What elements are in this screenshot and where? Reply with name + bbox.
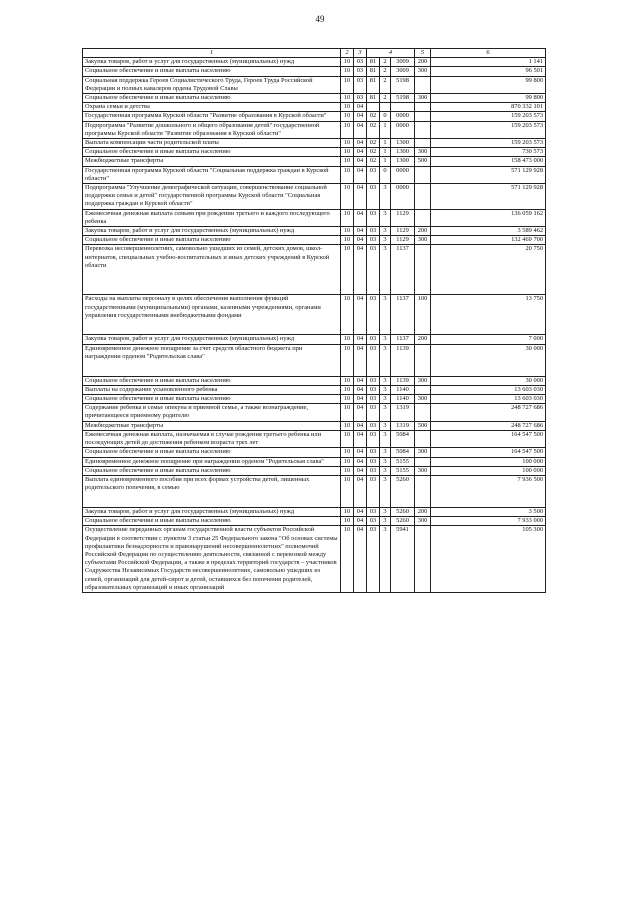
code-cell-2: 04 [354,430,367,447]
row-name-cell: Закупка товаров, работ и услуг для государственных (муниципальных) нужд [83,58,341,67]
code-cell-4: 3 [380,385,391,394]
amount-cell: 30 000 [431,344,546,376]
code-cell-1: 10 [341,94,354,103]
code-cell-5: 0000 [391,184,415,210]
code-cell-1: 10 [341,457,354,466]
row-name-cell: Закупка товаров, работ и услуг для государственных (муниципальных) нужд [83,227,341,236]
header-col-1: 1 [83,49,341,58]
row-name-cell: Социальное обеспечение и иные выплаты населению [83,236,341,245]
code-cell-2: 04 [354,139,367,148]
row-name-cell: Государственная программа Курской области "Развитие образования в Курской области" [83,112,341,121]
code-cell-4: 3 [380,376,391,385]
table-row [83,58,546,67]
code-cell-5: 0000 [391,112,415,121]
table-row [83,184,546,210]
code-cell-2: 04 [354,385,367,394]
code-cell-1: 10 [341,517,354,526]
code-cell-1: 10 [341,166,354,183]
code-cell-3: 03 [367,385,380,394]
code-cell-4: 0 [380,166,391,183]
code-cell-3: 03 [367,526,380,593]
code-cell-3: 03 [367,466,380,475]
amount-cell: 730 573 [431,148,546,157]
code-cell-4: 3 [380,430,391,447]
amount-cell: 571 129 928 [431,166,546,183]
code-cell-1: 10 [341,184,354,210]
expense-type-cell: 300 [415,94,431,103]
expense-type-cell [415,344,431,376]
expense-type-cell [415,103,431,112]
amount-cell: 3 500 [431,507,546,516]
code-cell-4: 3 [380,227,391,236]
code-cell-3: 03 [367,475,380,507]
amount-cell: 105 300 [431,526,546,593]
code-cell-2: 04 [354,448,367,457]
code-cell-5: 1300 [391,157,415,166]
code-cell-3: 81 [367,67,380,76]
row-name-cell: Выплаты на содержание усыновленного ребенка [83,385,341,394]
code-cell-5: 3009 [391,58,415,67]
amount-cell: 96 501 [431,67,546,76]
code-cell-5: 5260 [391,475,415,507]
amount-cell: 159 203 573 [431,121,546,138]
code-cell-1: 10 [341,466,354,475]
expense-type-cell [415,166,431,183]
code-cell-2: 04 [354,121,367,138]
code-cell-1: 10 [341,227,354,236]
code-cell-5: 5941 [391,526,415,593]
expense-type-cell: 500 [415,157,431,166]
expense-type-cell: 300 [415,448,431,457]
table-row [83,395,546,404]
amount-cell: 13 603 030 [431,385,546,394]
code-cell-3: 03 [367,457,380,466]
code-cell-4: 3 [380,295,391,335]
code-cell-4: 3 [380,507,391,516]
code-cell-3: 03 [367,376,380,385]
table-row [83,94,546,103]
code-cell-4: 3 [380,236,391,245]
code-cell-5: 1319 [391,421,415,430]
code-cell-2: 03 [354,76,367,93]
amount-cell: 164 547 500 [431,430,546,447]
table-row [83,385,546,394]
code-cell-4: 3 [380,475,391,507]
expense-type-cell: 500 [415,421,431,430]
header-col-4: 4 [367,49,415,58]
header-col-5: 5 [415,49,431,58]
header-col-2: 2 [341,49,354,58]
expense-type-cell: 300 [415,376,431,385]
amount-cell: 870 332 101 [431,103,546,112]
table-row [83,448,546,457]
code-cell-2: 04 [354,184,367,210]
expense-type-cell [415,475,431,507]
code-cell-4: 2 [380,94,391,103]
expense-type-cell [415,184,431,210]
code-cell-2: 04 [354,395,367,404]
amount-cell: 158 473 000 [431,157,546,166]
code-cell-4: 3 [380,517,391,526]
code-cell-5: 5260 [391,517,415,526]
code-cell-1: 10 [341,295,354,335]
amount-cell: 7 933 000 [431,517,546,526]
table-row [83,335,546,344]
row-name-cell: Закупка товаров, работ и услуг для государственных (муниципальных) нужд [83,335,341,344]
code-cell-2: 04 [354,335,367,344]
table-row [83,295,546,335]
code-cell-4: 3 [380,466,391,475]
code-cell-1: 10 [341,121,354,138]
row-name-cell: Социальное обеспечение и иные выплаты населению [83,517,341,526]
row-name-cell: Социальное обеспечение и иные выплаты населению [83,466,341,475]
code-cell-5: 1139 [391,344,415,376]
code-cell-3: 03 [367,184,380,210]
row-name-cell: Закупка товаров, работ и услуг для государственных (муниципальных) нужд [83,507,341,516]
code-cell-4: 1 [380,148,391,157]
code-cell-2: 04 [354,376,367,385]
row-name-cell: Ежемесячная денежная выплата семьям при рождении третьего и каждого последующего ребенка [83,209,341,226]
code-cell-2: 04 [354,103,367,112]
expense-type-cell: 300 [415,148,431,157]
amount-cell: 30 000 [431,376,546,385]
code-cell-2: 04 [354,227,367,236]
code-cell-1: 10 [341,209,354,226]
code-cell-2: 03 [354,67,367,76]
code-cell-4: 3 [380,404,391,421]
code-cell-4: 2 [380,58,391,67]
row-name-cell: Межбюджетные трансферты [83,157,341,166]
code-cell-5: 1129 [391,227,415,236]
row-name-cell: Ежемесячная денежная выплата, назначаемая в случае рождения третьего ребенка или последующих детей до достижения ребенком возраста трех лет [83,430,341,447]
code-cell-5: 1300 [391,148,415,157]
amount-cell: 13 603 030 [431,395,546,404]
expense-type-cell [415,139,431,148]
code-cell-1: 10 [341,395,354,404]
expense-type-cell: 200 [415,507,431,516]
code-cell-1: 10 [341,335,354,344]
amount-cell: 7 000 [431,335,546,344]
code-cell-3: 03 [367,430,380,447]
code-cell-4: 1 [380,139,391,148]
header-col-3: 3 [354,49,367,58]
expense-type-cell: 200 [415,335,431,344]
code-cell-5: 1137 [391,335,415,344]
code-cell-5: 1140 [391,385,415,394]
table-row [83,466,546,475]
table-row [83,245,546,295]
amount-cell: 100 000 [431,457,546,466]
code-cell-1: 10 [341,67,354,76]
code-cell-4: 1 [380,121,391,138]
amount-cell: 99 800 [431,76,546,93]
table-row [83,227,546,236]
code-cell-1: 10 [341,385,354,394]
table-row [83,112,546,121]
row-name-cell: Государственная программа Курской области "Социальная поддержка граждан в Курской области" [83,166,341,183]
code-cell-3: 81 [367,94,380,103]
code-cell-5: 5260 [391,507,415,516]
code-cell-4: 2 [380,76,391,93]
amount-cell: 1 141 [431,58,546,67]
code-cell-3: 03 [367,245,380,295]
budget-table [82,48,546,593]
code-cell-3: 02 [367,139,380,148]
code-cell-1: 10 [341,430,354,447]
code-cell-1: 10 [341,404,354,421]
code-cell-3: 03 [367,209,380,226]
code-cell-3: 02 [367,112,380,121]
code-cell-4: 3 [380,209,391,226]
amount-cell: 7 936 500 [431,475,546,507]
code-cell-3: 81 [367,76,380,93]
code-cell-3: 02 [367,121,380,138]
amount-cell: 13 750 [431,295,546,335]
row-name-cell: Социальное обеспечение и иные выплаты населению [83,94,341,103]
expense-type-cell: 300 [415,236,431,245]
code-cell-2: 04 [354,209,367,226]
code-cell-2: 04 [354,148,367,157]
row-name-cell: Выплата единовременного пособия при всех формах устройства детей, лишенных родительского попечения, в семью [83,475,341,507]
code-cell-5: 1137 [391,245,415,295]
table-row [83,148,546,157]
header-col-6: 6 [431,49,546,58]
code-cell-4: 3 [380,448,391,457]
expense-type-cell: 300 [415,517,431,526]
code-cell-5: 1129 [391,209,415,226]
code-cell-3: 03 [367,507,380,516]
amount-cell: 159 203 573 [431,112,546,121]
expense-type-cell: 200 [415,58,431,67]
table-row [83,507,546,516]
expense-type-cell [415,121,431,138]
code-cell-4: 3 [380,457,391,466]
code-cell-3: 03 [367,344,380,376]
table-row [83,103,546,112]
code-cell-4: 3 [380,526,391,593]
code-cell-1: 10 [341,245,354,295]
expense-type-cell [415,112,431,121]
code-cell-3: 03 [367,335,380,344]
code-cell-4: 2 [380,67,391,76]
page-number: 49 [315,14,325,24]
expense-type-cell [415,245,431,295]
code-cell-2: 04 [354,166,367,183]
code-cell-2: 04 [354,157,367,166]
amount-cell: 248 727 686 [431,421,546,430]
code-cell-1: 10 [341,421,354,430]
row-name-cell: Перевозка несовершеннолетних, самовольно ушедших из семей, детских домов, школ-интернатов, специальных учебно-воспитательных и иных детских учреждений в Курской области [83,245,341,295]
code-cell-2: 04 [354,466,367,475]
code-cell-1: 10 [341,76,354,93]
expense-type-cell: 300 [415,395,431,404]
table-row [83,475,546,507]
code-cell-2: 04 [354,404,367,421]
code-cell-2: 04 [354,507,367,516]
amount-cell: 100 000 [431,466,546,475]
code-cell-3: 03 [367,236,380,245]
code-cell-1: 10 [341,376,354,385]
amount-cell: 99 800 [431,94,546,103]
code-cell-5: 5198 [391,94,415,103]
table-row [83,76,546,93]
expense-type-cell [415,457,431,466]
code-cell-5: 3009 [391,67,415,76]
code-cell-1: 10 [341,475,354,507]
code-cell-5: 0000 [391,166,415,183]
code-cell-3: 03 [367,448,380,457]
amount-cell: 132 469 700 [431,236,546,245]
code-cell-4: 3 [380,395,391,404]
expense-type-cell [415,209,431,226]
table-row [83,457,546,466]
amount-cell: 136 059 162 [431,209,546,226]
code-cell-1: 10 [341,139,354,148]
row-name-cell: Осуществление переданных органам государственной власти субъектов Российской Федерации в соответствии с пунктом 3 статьи 25 Федерального закона "Об основах системы профилактики безнадзорности и правонарушений несовершеннолетних" полномочий Российской Федерации по осуществлению деятельности, связанной с перевозкой между субъектами Российской Федерации, а также в пределах территорий государств – участников Содружества Независимых Государств несовершеннолетних, самовольно ушедших из семей, организаций для детей-сирот и детей, оставшихся без попечения родителей, образовательных организаций и иных организаций [83,526,341,593]
code-cell-5: 1140 [391,395,415,404]
code-cell-5: 5155 [391,466,415,475]
table-row [83,517,546,526]
code-cell-4 [380,103,391,112]
code-cell-4: 1 [380,157,391,166]
code-cell-2: 04 [354,475,367,507]
code-cell-2: 04 [354,236,367,245]
code-cell-5: 5155 [391,457,415,466]
table-row [83,404,546,421]
code-cell-2: 03 [354,58,367,67]
amount-cell: 164 547 500 [431,448,546,457]
code-cell-5: 1129 [391,236,415,245]
row-name-cell: Содержание ребенка в семье опекуна и приемной семье, а также вознаграждение, причитающееся приемному родителю [83,404,341,421]
code-cell-3: 03 [367,517,380,526]
code-cell-1: 10 [341,103,354,112]
code-cell-3: 03 [367,166,380,183]
expense-type-cell [415,385,431,394]
code-cell-5: 1137 [391,295,415,335]
code-cell-3: 03 [367,421,380,430]
code-cell-5: 5084 [391,448,415,457]
row-name-cell: Расходы на выплаты персоналу в целях обеспечения выполнения функций государственными (муниципальными) органами, казенными учреждениями, органами управления государственными внебюджетными фондами [83,295,341,335]
table-row [83,139,546,148]
code-cell-2: 04 [354,245,367,295]
row-name-cell: Социальное обеспечение и иные выплаты населению [83,448,341,457]
code-cell-1: 10 [341,148,354,157]
code-cell-1: 10 [341,344,354,376]
expense-type-cell: 100 [415,295,431,335]
code-cell-3: 03 [367,227,380,236]
code-cell-3: 02 [367,148,380,157]
code-cell-4: 3 [380,344,391,376]
code-cell-5: 1319 [391,404,415,421]
expense-type-cell [415,526,431,593]
table-row [83,166,546,183]
amount-cell: 248 727 686 [431,404,546,421]
table-row [83,430,546,447]
code-cell-4: 3 [380,245,391,295]
code-cell-2: 03 [354,94,367,103]
code-cell-5: 5084 [391,430,415,447]
code-cell-3: 02 [367,157,380,166]
code-cell-2: 04 [354,457,367,466]
code-cell-1: 10 [341,58,354,67]
row-name-cell: Социальное обеспечение и иные выплаты населению [83,148,341,157]
code-cell-2: 04 [354,295,367,335]
code-cell-5: 1139 [391,376,415,385]
table-row [83,121,546,138]
row-name-cell: Единовременное денежное поощрение при награждении орденом "Родительская слава" [83,457,341,466]
table-row [83,526,546,593]
row-name-cell: Единовременное денежное поощрение за счет средств областного бюджета при награждении орденом "Родительская слава" [83,344,341,376]
table-row [83,344,546,376]
amount-cell: 571 129 928 [431,184,546,210]
code-cell-4: 3 [380,421,391,430]
code-cell-5: 5198 [391,76,415,93]
row-name-cell: Выплата компенсации части родительской платы [83,139,341,148]
table-row [83,67,546,76]
amount-cell: 159 203 573 [431,139,546,148]
code-cell-1: 10 [341,112,354,121]
row-name-cell: Социальная поддержка Героев Социалистического Труда, Героев Труда Российской Федерации и полных кавалеров ордена Трудовой Славы [83,76,341,93]
expense-type-cell: 200 [415,227,431,236]
code-cell-3: 81 [367,58,380,67]
row-name-cell: Подпрограмма "Улучшение демографической ситуации, совершенствование социальной поддержки семьи и детей" государственной программы Курской области "Социальная поддержка граждан в Курской области" [83,184,341,210]
table-row [83,421,546,430]
code-cell-4: 3 [380,335,391,344]
code-cell-2: 04 [354,112,367,121]
code-cell-3: 03 [367,295,380,335]
amount-cell: 20 750 [431,245,546,295]
code-cell-3: 03 [367,404,380,421]
code-cell-5: 1300 [391,139,415,148]
expense-type-cell: 300 [415,67,431,76]
code-cell-3: 03 [367,395,380,404]
code-cell-1: 10 [341,507,354,516]
row-name-cell: Социальное обеспечение и иные выплаты населению [83,67,341,76]
code-cell-1: 10 [341,526,354,593]
expense-type-cell: 300 [415,466,431,475]
table-header-row [83,49,546,58]
expense-type-cell [415,76,431,93]
code-cell-4: 0 [380,112,391,121]
amount-cell: 3 589 462 [431,227,546,236]
row-name-cell: Межбюджетные трансферты [83,421,341,430]
table-row [83,209,546,226]
code-cell-2: 04 [354,421,367,430]
row-name-cell: Охрана семьи и детства [83,103,341,112]
code-cell-2: 04 [354,517,367,526]
code-cell-2: 04 [354,526,367,593]
code-cell-3 [367,103,380,112]
expense-type-cell [415,404,431,421]
table-row [83,236,546,245]
table-row [83,376,546,385]
row-name-cell: Социальное обеспечение и иные выплаты населению [83,395,341,404]
table-row [83,157,546,166]
code-cell-5 [391,103,415,112]
row-name-cell: Социальное обеспечение и иные выплаты населению [83,376,341,385]
row-name-cell: Подпрограмма "Развитие дошкольного и общего образования детей" государственной программы Курской области "Развитие образования в Курской области" [83,121,341,138]
code-cell-2: 04 [354,344,367,376]
code-cell-1: 10 [341,448,354,457]
expense-type-cell [415,430,431,447]
code-cell-1: 10 [341,157,354,166]
code-cell-4: 3 [380,184,391,210]
code-cell-5: 0000 [391,121,415,138]
code-cell-1: 10 [341,236,354,245]
